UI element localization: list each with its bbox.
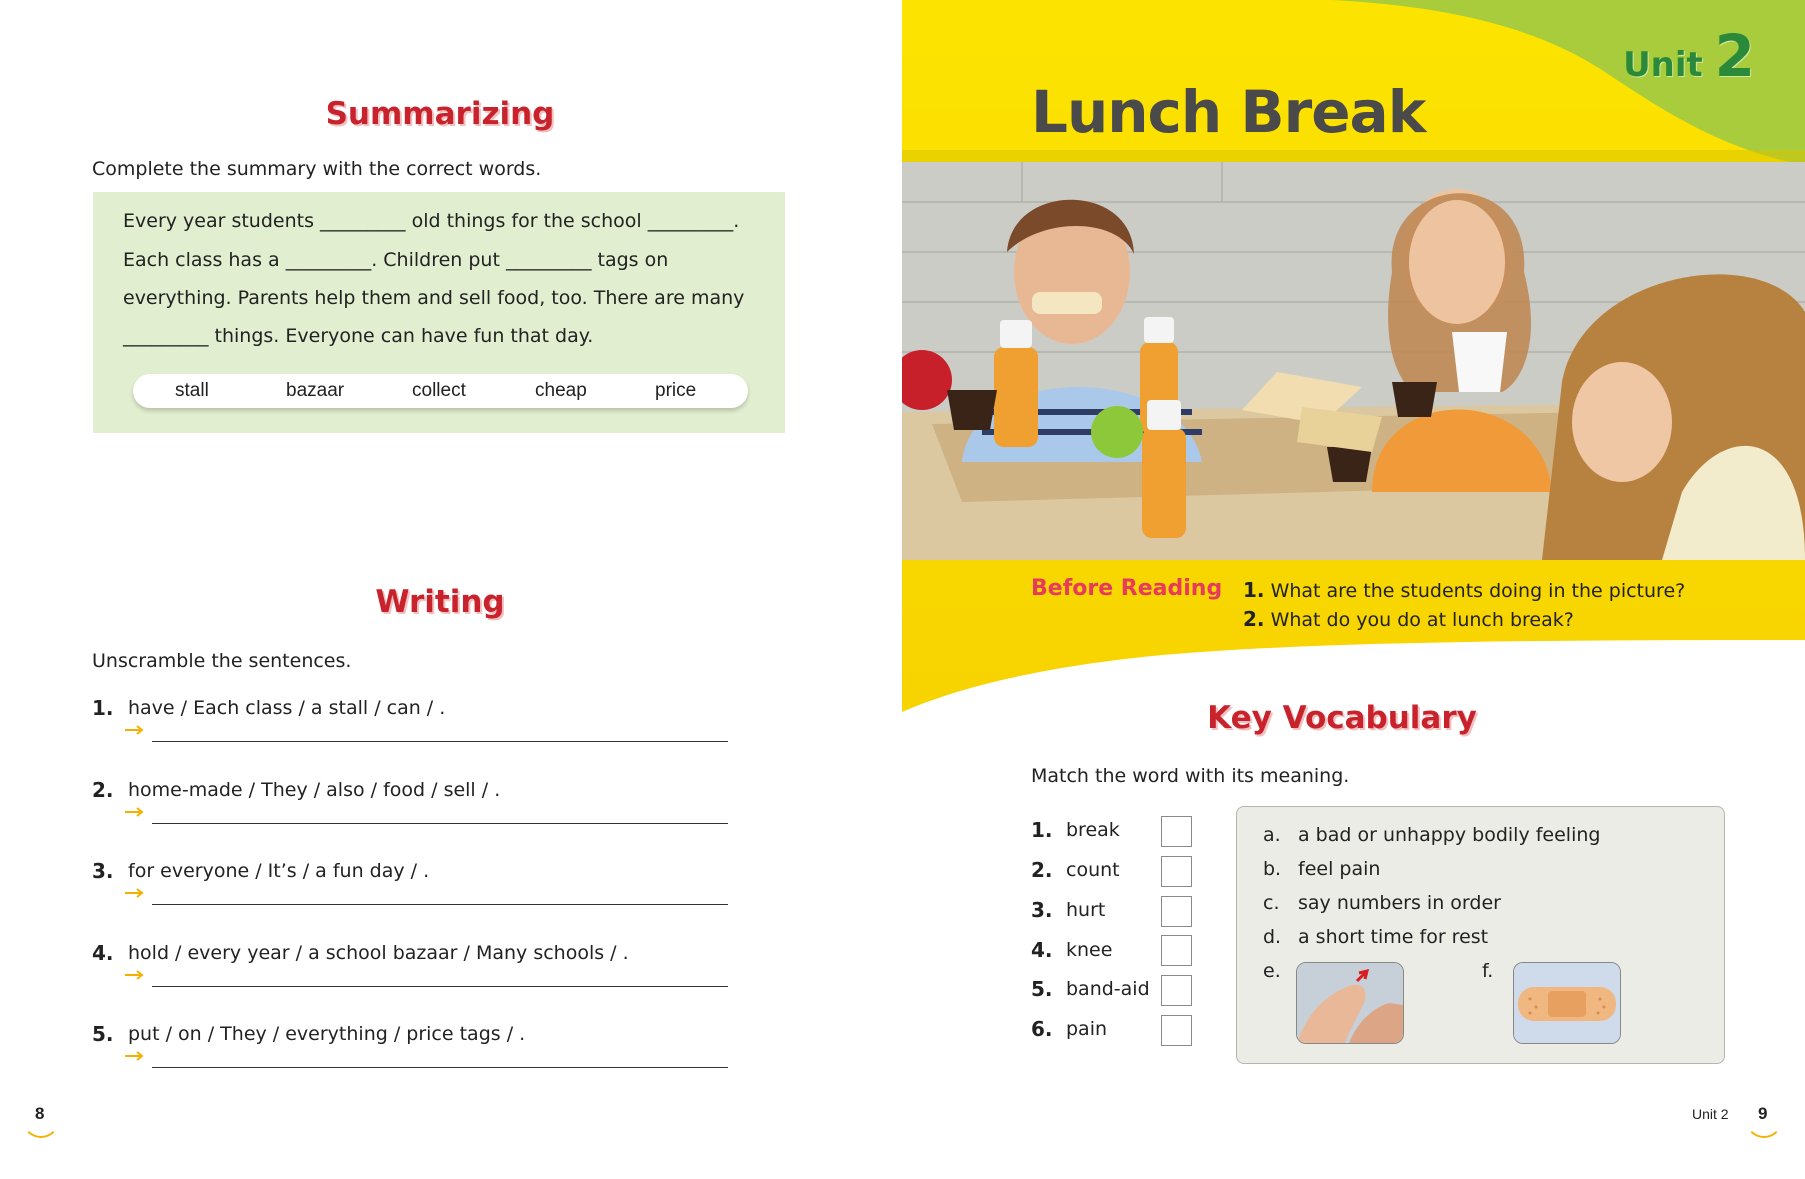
meaning-item	[1263, 858, 1380, 880]
word-bank-item: stall	[175, 380, 209, 401]
meaning-letter: f.	[1482, 960, 1494, 982]
item-number: 1.	[1031, 818, 1053, 842]
question-number: 2.	[1243, 607, 1265, 631]
arrow-icon	[124, 723, 146, 737]
left-page	[0, 0, 902, 1179]
answer-box[interactable]	[1161, 856, 1192, 887]
meaning-text: a short time for rest	[1298, 926, 1489, 948]
meaning-letter: a.	[1263, 824, 1281, 846]
word-bank	[133, 374, 748, 408]
page-number: 8	[35, 1104, 45, 1123]
scrambled-sentence: put / on / They / everything / price tags / .	[128, 1023, 526, 1045]
question-number: 1.	[1243, 578, 1265, 602]
vocab-word: knee	[1066, 939, 1113, 961]
answer-line[interactable]	[152, 823, 728, 824]
meaning-item	[1263, 892, 1501, 914]
meaning-item	[1263, 960, 1298, 982]
scrambled-sentence: hold / every year / a school bazaar / Many schools / .	[128, 942, 629, 964]
arrow-icon	[124, 805, 146, 819]
vocab-word: count	[1066, 859, 1120, 881]
unit-word: Unit	[1623, 45, 1703, 85]
item-number: 2.	[92, 778, 114, 802]
meaning-text: feel pain	[1298, 858, 1381, 880]
key-vocabulary-instruction: Match the word with its meaning.	[1031, 765, 1350, 787]
item-number: 2.	[1031, 858, 1053, 882]
writing-item	[92, 1022, 732, 1092]
right-page	[902, 0, 1805, 1179]
meaning-letter: d.	[1263, 926, 1282, 948]
item-number: 1.	[92, 696, 114, 720]
summary-line: everything. Parents help them and sell food, too. There are many	[123, 287, 745, 309]
page-number: 9	[1758, 1104, 1768, 1123]
answer-box[interactable]	[1161, 896, 1192, 927]
item-number: 5.	[92, 1022, 114, 1046]
unit-number: 2	[1714, 22, 1755, 90]
question-text: What are the students doing in the picture?	[1270, 580, 1686, 602]
arrow-icon	[124, 1049, 146, 1063]
meaning-text: a bad or unhappy bodily feeling	[1298, 824, 1601, 846]
item-number: 3.	[92, 859, 114, 883]
meaning-letter: e.	[1263, 960, 1281, 982]
vocab-word: pain	[1066, 1018, 1108, 1040]
before-reading-question	[1243, 607, 1574, 631]
word-bank-item: cheap	[535, 380, 587, 401]
item-number: 3.	[1031, 898, 1053, 922]
answer-line[interactable]	[152, 1067, 728, 1068]
meaning-letter: c.	[1263, 892, 1280, 914]
key-vocabulary-title: Key Vocabulary	[1207, 700, 1477, 736]
lunch-photo	[902, 162, 1805, 560]
knee-picture	[1296, 962, 1404, 1044]
answer-box[interactable]	[1161, 975, 1192, 1006]
writing-instruction: Unscramble the sentences.	[92, 650, 352, 672]
meaning-letter: b.	[1263, 858, 1282, 880]
meaning-item	[1263, 926, 1488, 948]
writing-item	[92, 696, 732, 766]
word-bank-item: bazaar	[286, 380, 345, 401]
answer-line[interactable]	[152, 986, 728, 987]
item-number: 6.	[1031, 1017, 1053, 1041]
vocab-word: hurt	[1066, 899, 1106, 921]
answer-box[interactable]	[1161, 816, 1192, 847]
answer-line[interactable]	[152, 741, 728, 742]
summarizing-instruction: Complete the summary with the correct words.	[92, 158, 542, 180]
meaning-item	[1482, 960, 1517, 982]
band-aid-picture	[1513, 962, 1621, 1044]
vocab-word: break	[1066, 819, 1120, 841]
before-reading-question	[1243, 578, 1685, 602]
word-bank-item: collect	[412, 380, 466, 401]
summary-box	[93, 192, 785, 433]
answer-box[interactable]	[1161, 1015, 1192, 1046]
meaning-item	[1263, 824, 1600, 846]
summarizing-title: Summarizing	[325, 96, 555, 132]
item-number: 4.	[1031, 938, 1053, 962]
writing-title: Writing	[375, 584, 505, 620]
arrow-icon	[124, 886, 146, 900]
word-bank-item: price	[655, 380, 697, 401]
vocab-word: band-aid	[1066, 978, 1150, 1000]
scrambled-sentence: have / Each class / a stall / can / .	[128, 697, 446, 719]
summary-line: Each class has a _________. Children put _________ tags on	[123, 249, 669, 271]
writing-item	[92, 859, 732, 929]
scrambled-sentence: for everyone / It’s / a fun day / .	[128, 860, 430, 882]
band-aid-icon	[1514, 963, 1620, 1043]
scrambled-sentence: home-made / They / also / food / sell / .	[128, 779, 501, 801]
item-number: 5.	[1031, 977, 1053, 1001]
unit-label	[1623, 22, 1755, 90]
footer-unit-label: Unit 2	[1692, 1106, 1729, 1122]
lesson-title: Lunch Break	[1031, 78, 1426, 146]
writing-item	[92, 778, 732, 848]
before-reading-label: Before Reading	[1031, 576, 1223, 601]
meanings-box	[1236, 806, 1725, 1064]
writing-item	[92, 941, 732, 1011]
question-text: What do you do at lunch break?	[1270, 609, 1574, 631]
summary-line: _________ things. Everyone can have fun that day.	[123, 325, 594, 347]
answer-box[interactable]	[1161, 935, 1192, 966]
meaning-text: say numbers in order	[1298, 892, 1501, 914]
answer-line[interactable]	[152, 904, 728, 905]
arrow-icon	[124, 968, 146, 982]
item-number: 4.	[92, 941, 114, 965]
summary-line: Every year students _________ old things for the school _________.	[123, 210, 740, 232]
knee-icon	[1297, 963, 1403, 1043]
